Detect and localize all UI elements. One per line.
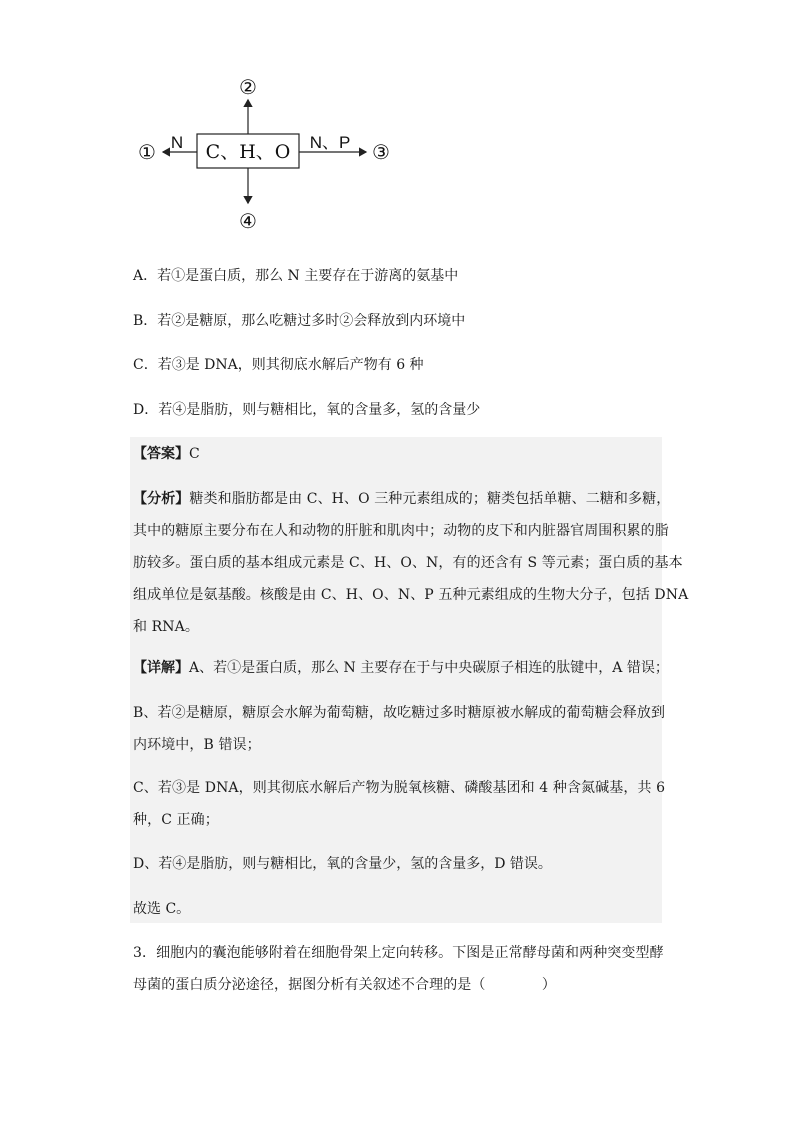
answer-tag: 【答案】 (133, 446, 189, 462)
right-arrow-text: N、P (309, 133, 351, 152)
analysis-line-5: 和 RNA。 (133, 619, 199, 635)
detail-a (133, 658, 669, 678)
answer-line (133, 444, 200, 464)
option-a: A．若①是蛋白质，那么 N 主要存在于游离的氨基中 (133, 268, 459, 284)
label-2: ② (239, 75, 257, 99)
detail-a-text: A、若①是蛋白质，那么 N 主要存在于与中央碳原子相连的肽键中，A 错误； (189, 660, 669, 676)
detail-d: D、若④是脂肪，则与糖相比，氧的含量少，氢的含量多，D 错误。 (133, 856, 552, 872)
question-3-line-1: 3．细胞内的囊泡能够附着在细胞骨架上定向转移。下图是正常酵母菌和两种突变型酵 (133, 945, 664, 961)
label-4: ④ (239, 209, 257, 233)
label-3: ③ (372, 140, 390, 164)
detail-c-line-2: 种，C 正确； (133, 812, 219, 828)
answer-value: C (189, 446, 200, 462)
detail-b (133, 697, 665, 761)
analysis-line-4: 组成单位是氨基酸。核酸是由 C、H、O、N、P 五种元素组成的生物大分子，包括 DNA (133, 587, 689, 603)
detail-c (133, 772, 665, 836)
detail-c-line-1: C、若③是 DNA，则其彻底水解后产物为脱氧核糖、磷酸基团和 4 种含氮碱基，共 6 (133, 780, 666, 796)
detail-tag: 【详解】 (133, 660, 189, 676)
element-diagram (130, 72, 400, 234)
option-b: B．若②是糖原，那么吃糖过多时②会释放到内环境中 (133, 313, 466, 329)
question-3-line-2: 母菌的蛋白质分泌途径，据图分析有关叙述不合理的是（ ） (133, 977, 556, 993)
analysis-block (133, 483, 689, 643)
analysis-line-2: 其中的糖原主要分布在人和动物的肝脏和肌肉中；动物的皮下和内脏器官周围积累的脂 (133, 523, 669, 539)
analysis-line-3: 肪较多。蛋白质的基本组成元素是 C、H、O、N，有的还含有 S 等元素；蛋白质的基本 (133, 555, 683, 571)
detail-b-line-1: B、若②是糖原，糖原会水解为葡萄糖，故吃糖过多时糖原被水解成的葡萄糖会释放到 (133, 705, 666, 721)
left-arrow-text: N (170, 133, 184, 152)
analysis-tag: 【分析】 (133, 491, 190, 507)
center-text: C、H、O (205, 141, 291, 163)
label-1: ① (138, 140, 156, 164)
option-d: D．若④是脂肪，则与糖相比，氧的含量多，氢的含量少 (133, 402, 481, 418)
analysis-line-1: 糖类和脂肪都是由 C、H、O 三种元素组成的；糖类包括单糖、二糖和多糖， (189, 491, 671, 507)
conclusion: 故选 C。 (133, 901, 191, 917)
option-c: C．若③是 DNA，则其彻底水解后产物有 6 种 (133, 357, 424, 373)
detail-b-line-2: 内环境中，B 错误； (133, 737, 261, 753)
question-3 (133, 937, 664, 1001)
